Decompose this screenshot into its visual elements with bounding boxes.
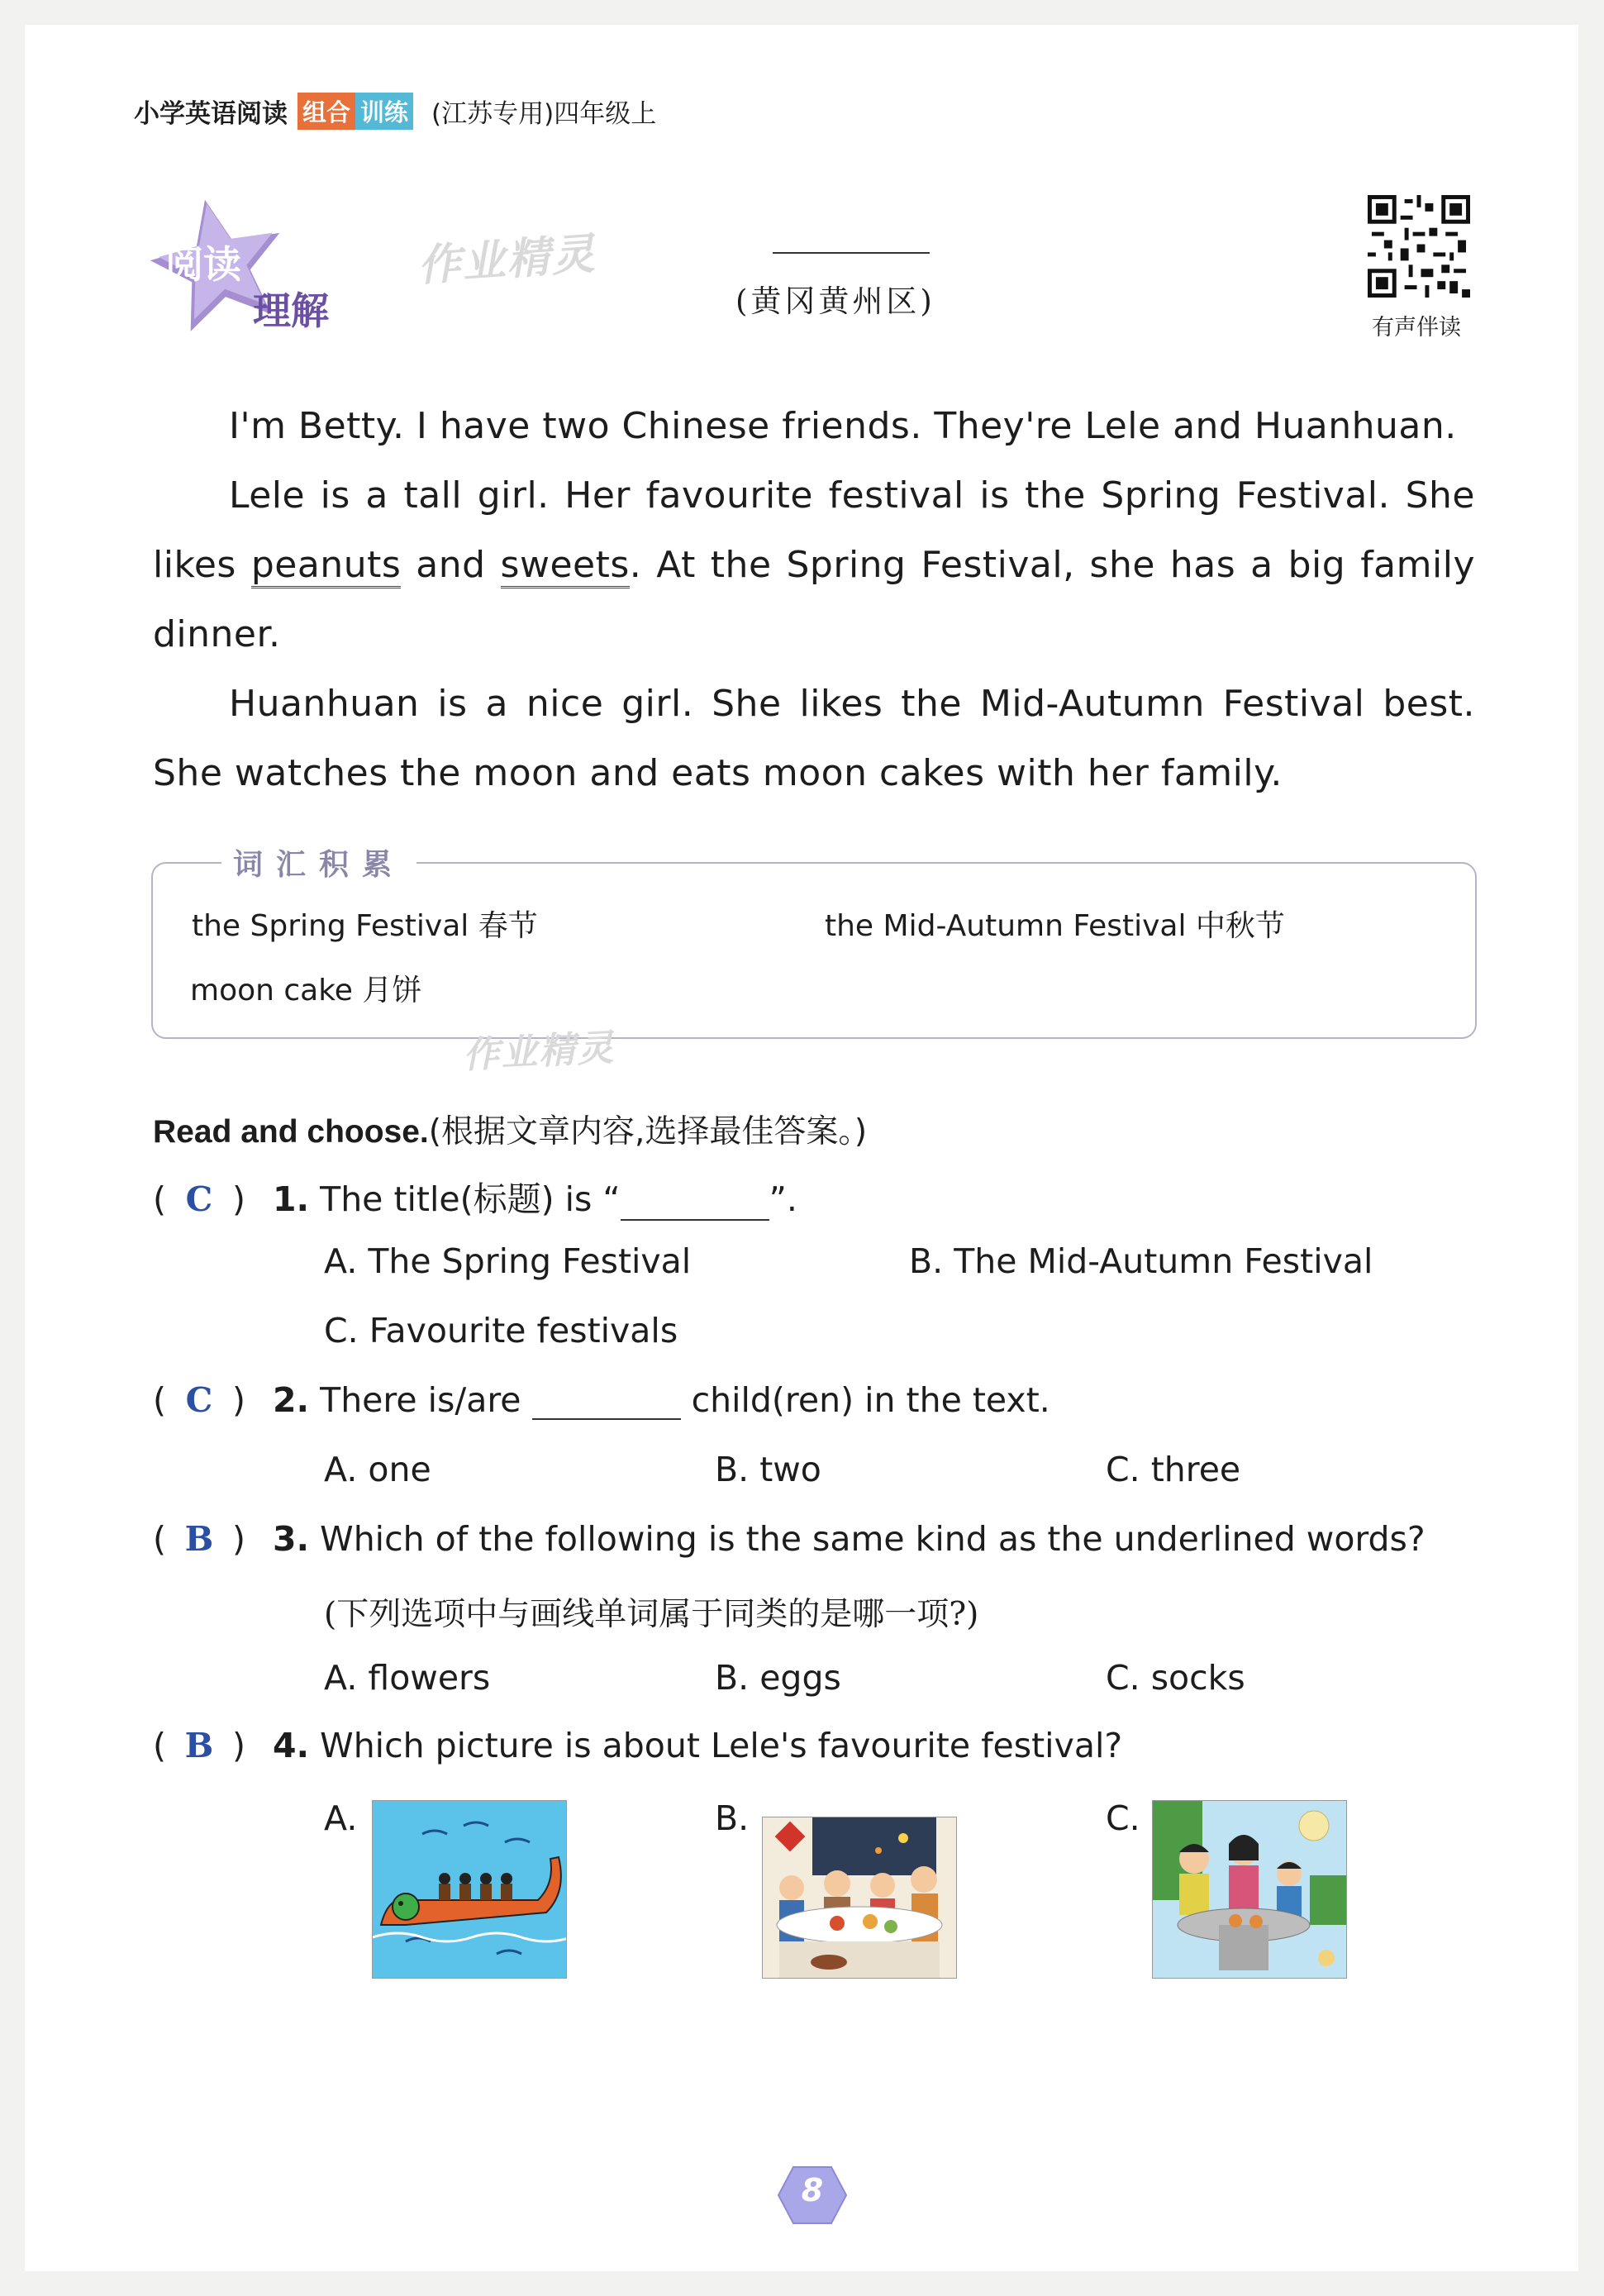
book-title: 小学英语阅读 (134, 99, 288, 129)
vocab-zh: 中秋节 (1195, 909, 1285, 943)
vocab-heading: 词汇积累 (221, 841, 416, 884)
tag-xunlian: 训练 (355, 93, 413, 130)
option-b[interactable]: B. The Mid-Autumn Festival (909, 1241, 1373, 1281)
tag-zuhe: 组合 (297, 93, 355, 130)
edition-label: (江苏专用)四年级上 (431, 99, 657, 129)
question-number: 4. (273, 1726, 310, 1765)
option-c[interactable]: C. Favourite festivals (324, 1311, 678, 1350)
question-text: There is/are (320, 1380, 521, 1420)
answer-q3[interactable]: B (184, 1519, 214, 1559)
answer-blank[interactable] (621, 1189, 769, 1221)
passage-paragraph-1: I'm Betty. I have two Chinese friends. They're Lele and Huanhuan. (229, 405, 1457, 447)
option-c[interactable]: C. three (1106, 1450, 1241, 1489)
option-a[interactable]: A. flowers (324, 1658, 491, 1698)
mid-autumn-illustration (1153, 1801, 1346, 1978)
option-a[interactable]: A. one (324, 1450, 431, 1489)
page-number: 8 (801, 2172, 824, 2208)
question-text: The title(标题) is “ (320, 1179, 621, 1219)
option-b-label[interactable]: B. (715, 1798, 750, 1838)
vocab-en: moon cake (190, 974, 353, 1007)
district-label: (黄冈黄州区) (735, 283, 935, 319)
passage-paragraph-2 (153, 461, 1475, 669)
question-4 (153, 1726, 1122, 1765)
vocab-item (825, 903, 1285, 945)
question-number: 3. (273, 1519, 310, 1559)
vocab-en: the Mid-Autumn Festival (825, 909, 1187, 943)
book-header (134, 93, 656, 130)
question-text: Which picture is about Lele's favourite festival? (320, 1726, 1123, 1765)
option-b[interactable]: B. two (715, 1450, 821, 1489)
question-3 (153, 1519, 1426, 1559)
vocab-item (190, 967, 421, 1009)
option-a-label[interactable]: A. (324, 1798, 358, 1838)
answer-bracket: ( B ) (153, 1519, 245, 1559)
question-text: child(ren) in the text. (691, 1380, 1050, 1420)
vocab-en: the Spring Festival (192, 909, 469, 943)
passage-text: Lele is a tall girl. Her favourite festival is the Spring Festival. She likes (153, 474, 1475, 586)
option-c-label[interactable]: C. (1106, 1798, 1140, 1838)
option-b[interactable]: B. eggs (715, 1658, 841, 1698)
badge-label-lijie: 理解 (253, 288, 329, 333)
question-number: 2. (273, 1380, 310, 1420)
question-number: 1. (273, 1179, 310, 1219)
picture-family-dinner[interactable] (762, 1817, 957, 1979)
passage-text: and (401, 544, 501, 586)
answer-bracket: ( C ) (153, 1380, 245, 1420)
question-text-zh: (下列选项中与画线单词属于同类的是哪一项?) (324, 1596, 979, 1633)
answer-q4[interactable]: B (184, 1726, 214, 1765)
answer-bracket: ( C ) (153, 1179, 245, 1219)
instructions-en: Read and choose. (153, 1114, 429, 1150)
dragon-boat-illustration (373, 1801, 566, 1978)
watermark: 作业精灵 (416, 229, 598, 292)
vocab-box (151, 862, 1477, 1039)
underlined-word-sweets: sweets (501, 544, 630, 588)
family-dinner-illustration (763, 1817, 956, 1978)
answer-q1[interactable]: C (185, 1179, 213, 1219)
badge-label-yuedu: 阅读 (165, 242, 241, 287)
question-text: Which of the following is the same kind as the underlined words? (320, 1519, 1426, 1559)
answer-q2[interactable]: C (185, 1380, 213, 1420)
picture-mid-autumn[interactable] (1152, 1800, 1347, 1979)
passage-paragraph-3: Huanhuan is a nice girl. She likes the Mid-Autumn Festival best. She watches the moon and eats moon cakes with her family. (153, 683, 1475, 794)
passage-text: . At the Spring Festival, she has a big family dinner. (153, 544, 1475, 655)
watermark: 作业精灵 (462, 1027, 616, 1077)
instructions (153, 1106, 867, 1152)
option-c[interactable]: C. socks (1106, 1658, 1245, 1698)
underlined-word-peanuts: peanuts (251, 544, 401, 588)
vocab-item (192, 903, 538, 945)
option-a[interactable]: A. The Spring Festival (324, 1241, 692, 1281)
question-1 (153, 1172, 797, 1221)
answer-bracket: ( B ) (153, 1726, 245, 1765)
qr-code-icon[interactable] (1368, 195, 1470, 298)
question-text: ”. (769, 1179, 797, 1219)
instructions-zh: (根据文章内容,选择最佳答案。) (428, 1113, 868, 1150)
vocab-zh: 月饼 (362, 974, 422, 1007)
question-2 (153, 1380, 1050, 1420)
title-blank-line (773, 252, 930, 254)
picture-dragon-boat[interactable] (372, 1800, 567, 1979)
answer-blank[interactable] (532, 1389, 681, 1420)
vocab-zh: 春节 (478, 909, 538, 943)
qr-label: 有声伴读 (1372, 315, 1461, 341)
